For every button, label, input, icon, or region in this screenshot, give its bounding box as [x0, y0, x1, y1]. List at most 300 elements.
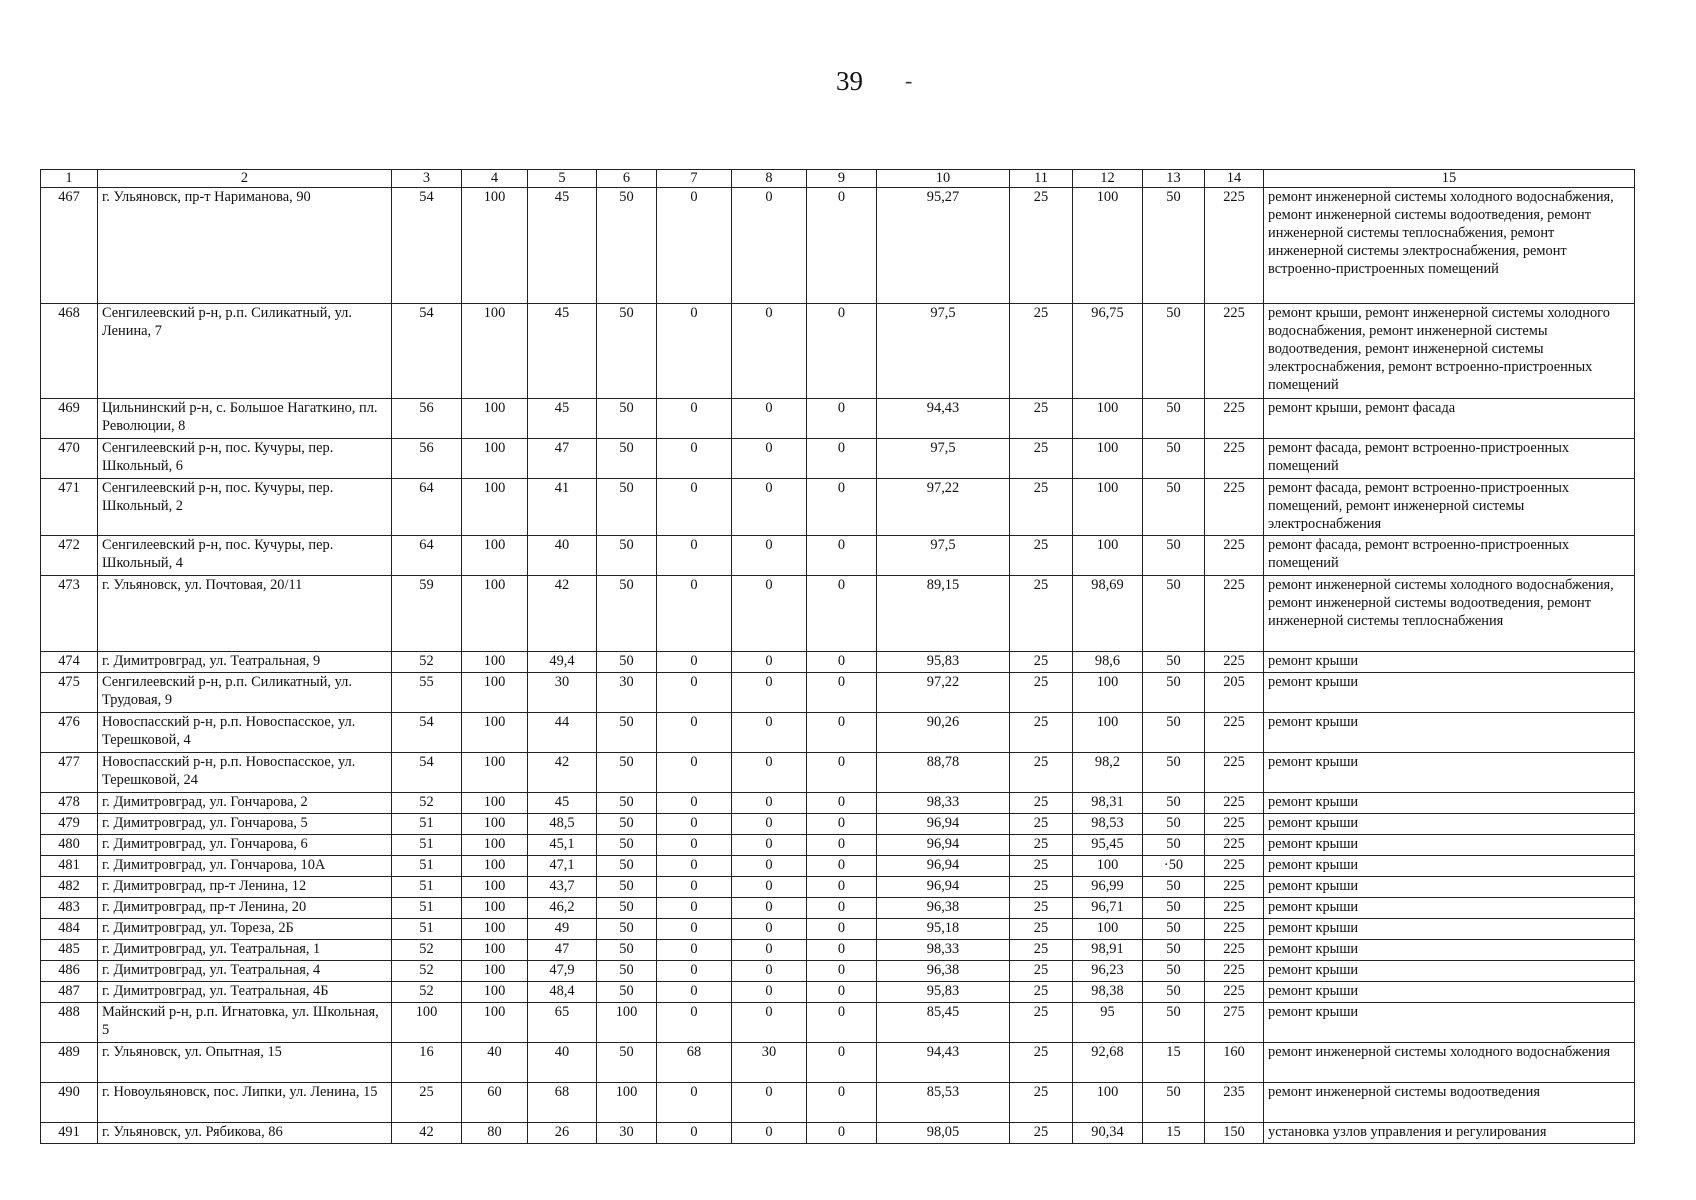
- row-number: 488: [41, 1003, 98, 1043]
- value-cell: 49: [528, 919, 597, 940]
- value-cell: 100: [462, 940, 528, 961]
- row-number: 485: [41, 940, 98, 961]
- total-cell: 225: [1205, 304, 1264, 399]
- value-cell: 100: [462, 961, 528, 982]
- value-cell: 85,45: [877, 1003, 1010, 1043]
- value-cell: 40: [462, 1043, 528, 1083]
- value-cell: 0: [732, 982, 807, 1003]
- row-number: 482: [41, 877, 98, 898]
- value-cell: 51: [392, 898, 462, 919]
- value-cell: 0: [657, 1003, 732, 1043]
- address-cell: г. Димитровград, ул. Гончарова, 6: [98, 835, 392, 856]
- value-cell: 90,26: [877, 713, 1010, 753]
- work-type-cell: ремонт инженерной системы холодного водоснабжения, ремонт инженерной системы водоотведения, ремонт инженерной системы теплоснабжения, ремонт инженерной системы электроснабжения, ремонт встроенно-пристроенных помещений: [1264, 188, 1635, 304]
- address-cell: Сенгилеевский р-н, р.п. Силикатный, ул. Трудовая, 9: [98, 673, 392, 713]
- value-cell: 60: [462, 1083, 528, 1123]
- value-cell: 50: [1143, 536, 1205, 576]
- value-cell: 98,38: [1073, 982, 1143, 1003]
- value-cell: 50: [597, 399, 657, 439]
- table-row: [41, 856, 1635, 877]
- value-cell: 52: [392, 652, 462, 673]
- table-row: [41, 898, 1635, 919]
- value-cell: 96,99: [1073, 877, 1143, 898]
- value-cell: 25: [1010, 304, 1073, 399]
- column-header: 2: [98, 170, 392, 188]
- table-row: [41, 673, 1635, 713]
- work-type-cell: ремонт крыши: [1264, 814, 1635, 835]
- value-cell: 98,91: [1073, 940, 1143, 961]
- value-cell: 0: [657, 1083, 732, 1123]
- value-cell: 25: [1010, 576, 1073, 652]
- page-number: 39: [836, 66, 863, 96]
- value-cell: 0: [657, 793, 732, 814]
- value-cell: 100: [462, 652, 528, 673]
- value-cell: 52: [392, 793, 462, 814]
- value-cell: 68: [528, 1083, 597, 1123]
- value-cell: 0: [732, 898, 807, 919]
- value-cell: 16: [392, 1043, 462, 1083]
- value-cell: 0: [732, 1003, 807, 1043]
- value-cell: 97,22: [877, 673, 1010, 713]
- total-cell: 225: [1205, 399, 1264, 439]
- value-cell: 45,1: [528, 835, 597, 856]
- value-cell: 50: [597, 576, 657, 652]
- value-cell: 100: [462, 919, 528, 940]
- value-cell: 95,83: [877, 652, 1010, 673]
- table-body: [41, 188, 1635, 1144]
- value-cell: 25: [1010, 399, 1073, 439]
- value-cell: 95,18: [877, 919, 1010, 940]
- repair-register-table: [40, 169, 1635, 1144]
- address-cell: г. Димитровград, ул. Театральная, 4: [98, 961, 392, 982]
- value-cell: 25: [1010, 536, 1073, 576]
- value-cell: 100: [1073, 856, 1143, 877]
- value-cell: 98,31: [1073, 793, 1143, 814]
- table-row: [41, 536, 1635, 576]
- value-cell: 30: [597, 1123, 657, 1144]
- value-cell: 100: [462, 439, 528, 479]
- value-cell: 88,78: [877, 753, 1010, 793]
- value-cell: 97,5: [877, 439, 1010, 479]
- value-cell: 50: [597, 961, 657, 982]
- table-row: [41, 919, 1635, 940]
- value-cell: 25: [1010, 856, 1073, 877]
- value-cell: 100: [462, 753, 528, 793]
- row-number: 468: [41, 304, 98, 399]
- total-cell: 225: [1205, 982, 1264, 1003]
- value-cell: 50: [597, 479, 657, 536]
- value-cell: 25: [1010, 877, 1073, 898]
- value-cell: 0: [807, 576, 877, 652]
- value-cell: 0: [657, 898, 732, 919]
- value-cell: 42: [528, 576, 597, 652]
- value-cell: 0: [732, 479, 807, 536]
- value-cell: 85,53: [877, 1083, 1010, 1123]
- value-cell: 47,9: [528, 961, 597, 982]
- value-cell: 100: [1073, 188, 1143, 304]
- value-cell: 94,43: [877, 1043, 1010, 1083]
- work-type-cell: ремонт крыши, ремонт инженерной системы холодного водоснабжения, ремонт инженерной системы водоотведения, ремонт инженерной системы электроснабжения, ремонт встроенно-пристроенных помещений: [1264, 304, 1635, 399]
- value-cell: 0: [657, 536, 732, 576]
- value-cell: 0: [807, 304, 877, 399]
- work-type-cell: ремонт инженерной системы холодного водоснабжения: [1264, 1043, 1635, 1083]
- value-cell: 50: [1143, 188, 1205, 304]
- value-cell: 30: [732, 1043, 807, 1083]
- row-number: 474: [41, 652, 98, 673]
- total-cell: 225: [1205, 835, 1264, 856]
- work-type-cell: ремонт крыши: [1264, 898, 1635, 919]
- value-cell: ·50: [1143, 856, 1205, 877]
- value-cell: 0: [657, 940, 732, 961]
- value-cell: 50: [597, 1043, 657, 1083]
- value-cell: 25: [1010, 753, 1073, 793]
- value-cell: 51: [392, 835, 462, 856]
- value-cell: 25: [1010, 793, 1073, 814]
- row-number: 487: [41, 982, 98, 1003]
- value-cell: 100: [462, 479, 528, 536]
- total-cell: 225: [1205, 793, 1264, 814]
- value-cell: 51: [392, 877, 462, 898]
- value-cell: 55: [392, 673, 462, 713]
- total-cell: 225: [1205, 479, 1264, 536]
- value-cell: 50: [597, 940, 657, 961]
- value-cell: 26: [528, 1123, 597, 1144]
- value-cell: 100: [462, 793, 528, 814]
- value-cell: 25: [1010, 1043, 1073, 1083]
- value-cell: 100: [1073, 399, 1143, 439]
- value-cell: 50: [1143, 673, 1205, 713]
- value-cell: 0: [732, 961, 807, 982]
- value-cell: 45: [528, 399, 597, 439]
- work-type-cell: ремонт фасада, ремонт встроенно-пристроенных помещений, ремонт инженерной системы электроснабжения: [1264, 479, 1635, 536]
- value-cell: 0: [657, 856, 732, 877]
- row-number: 478: [41, 793, 98, 814]
- value-cell: 0: [657, 877, 732, 898]
- value-cell: 0: [807, 399, 877, 439]
- value-cell: 50: [1143, 982, 1205, 1003]
- value-cell: 50: [597, 919, 657, 940]
- value-cell: 0: [807, 961, 877, 982]
- value-cell: 50: [1143, 576, 1205, 652]
- value-cell: 50: [597, 188, 657, 304]
- value-cell: 0: [732, 1083, 807, 1123]
- value-cell: 96,38: [877, 898, 1010, 919]
- value-cell: 0: [807, 1043, 877, 1083]
- total-cell: 275: [1205, 1003, 1264, 1043]
- address-cell: Новоспасский р-н, р.п. Новоспасское, ул. Терешковой, 24: [98, 753, 392, 793]
- value-cell: 0: [732, 673, 807, 713]
- address-cell: г. Новоульяновск, пос. Липки, ул. Ленина, 15: [98, 1083, 392, 1123]
- value-cell: 0: [657, 479, 732, 536]
- work-type-cell: ремонт фасада, ремонт встроенно-пристроенных помещений: [1264, 536, 1635, 576]
- row-number: 481: [41, 856, 98, 877]
- value-cell: 50: [597, 856, 657, 877]
- value-cell: 40: [528, 1043, 597, 1083]
- value-cell: 51: [392, 919, 462, 940]
- value-cell: 100: [1073, 536, 1143, 576]
- column-header: 13: [1143, 170, 1205, 188]
- work-type-cell: ремонт крыши: [1264, 1003, 1635, 1043]
- value-cell: 100: [462, 877, 528, 898]
- value-cell: 0: [732, 793, 807, 814]
- work-type-cell: ремонт крыши: [1264, 652, 1635, 673]
- address-cell: Майнский р-н, р.п. Игнатовка, ул. Школьная, 5: [98, 1003, 392, 1043]
- value-cell: 98,33: [877, 940, 1010, 961]
- value-cell: 50: [1143, 479, 1205, 536]
- total-cell: 225: [1205, 439, 1264, 479]
- value-cell: 54: [392, 188, 462, 304]
- column-header: 1: [41, 170, 98, 188]
- value-cell: 0: [807, 898, 877, 919]
- value-cell: 100: [597, 1083, 657, 1123]
- work-type-cell: ремонт крыши: [1264, 919, 1635, 940]
- value-cell: 50: [1143, 919, 1205, 940]
- value-cell: 45: [528, 304, 597, 399]
- value-cell: 98,05: [877, 1123, 1010, 1144]
- value-cell: 0: [732, 399, 807, 439]
- value-cell: 0: [807, 793, 877, 814]
- value-cell: 25: [1010, 1003, 1073, 1043]
- value-cell: 0: [657, 835, 732, 856]
- value-cell: 0: [732, 713, 807, 753]
- row-number: 470: [41, 439, 98, 479]
- value-cell: 0: [732, 856, 807, 877]
- value-cell: 92,68: [1073, 1043, 1143, 1083]
- value-cell: 25: [1010, 940, 1073, 961]
- table-row: [41, 940, 1635, 961]
- row-number: 477: [41, 753, 98, 793]
- value-cell: 95,27: [877, 188, 1010, 304]
- total-cell: 225: [1205, 961, 1264, 982]
- row-number: 479: [41, 814, 98, 835]
- value-cell: 0: [732, 304, 807, 399]
- value-cell: 96,23: [1073, 961, 1143, 982]
- value-cell: 43,7: [528, 877, 597, 898]
- value-cell: 100: [1073, 1083, 1143, 1123]
- value-cell: 25: [1010, 898, 1073, 919]
- value-cell: 100: [392, 1003, 462, 1043]
- address-cell: г. Димитровград, пр-т Ленина, 20: [98, 898, 392, 919]
- address-cell: Сенгилеевский р-н, пос. Кучуры, пер. Школьный, 2: [98, 479, 392, 536]
- row-number: 476: [41, 713, 98, 753]
- value-cell: 0: [732, 439, 807, 479]
- value-cell: 25: [1010, 439, 1073, 479]
- column-header: 9: [807, 170, 877, 188]
- column-header: 4: [462, 170, 528, 188]
- table-row: [41, 1003, 1635, 1043]
- total-cell: 225: [1205, 940, 1264, 961]
- value-cell: 100: [462, 814, 528, 835]
- value-cell: 0: [732, 877, 807, 898]
- row-number: 489: [41, 1043, 98, 1083]
- value-cell: 50: [597, 652, 657, 673]
- value-cell: 50: [597, 713, 657, 753]
- total-cell: 225: [1205, 856, 1264, 877]
- value-cell: 0: [732, 576, 807, 652]
- value-cell: 0: [807, 940, 877, 961]
- value-cell: 100: [462, 673, 528, 713]
- value-cell: 50: [1143, 713, 1205, 753]
- value-cell: 50: [1143, 814, 1205, 835]
- value-cell: 52: [392, 982, 462, 1003]
- table-row: [41, 814, 1635, 835]
- value-cell: 90,34: [1073, 1123, 1143, 1144]
- value-cell: 80: [462, 1123, 528, 1144]
- value-cell: 96,38: [877, 961, 1010, 982]
- table-row: [41, 713, 1635, 753]
- work-type-cell: установка узлов управления и регулирования: [1264, 1123, 1635, 1144]
- total-cell: 225: [1205, 576, 1264, 652]
- value-cell: 15: [1143, 1043, 1205, 1083]
- table-row: [41, 479, 1635, 536]
- value-cell: 100: [1073, 479, 1143, 536]
- table-row: [41, 652, 1635, 673]
- value-cell: 100: [1073, 439, 1143, 479]
- value-cell: 68: [657, 1043, 732, 1083]
- total-cell: 235: [1205, 1083, 1264, 1123]
- value-cell: 47: [528, 439, 597, 479]
- table-row: [41, 188, 1635, 304]
- work-type-cell: ремонт фасада, ремонт встроенно-пристроенных помещений: [1264, 439, 1635, 479]
- value-cell: 100: [597, 1003, 657, 1043]
- value-cell: 100: [1073, 673, 1143, 713]
- work-type-cell: ремонт крыши: [1264, 793, 1635, 814]
- value-cell: 0: [657, 1123, 732, 1144]
- value-cell: 50: [597, 898, 657, 919]
- address-cell: г. Димитровград, ул. Тореза, 2Б: [98, 919, 392, 940]
- value-cell: 51: [392, 856, 462, 877]
- address-cell: г. Ульяновск, ул. Почтовая, 20/11: [98, 576, 392, 652]
- table-row: [41, 877, 1635, 898]
- value-cell: 54: [392, 753, 462, 793]
- value-cell: 0: [732, 940, 807, 961]
- value-cell: 0: [732, 753, 807, 793]
- value-cell: 0: [732, 1123, 807, 1144]
- page-dash-mark: -: [905, 68, 913, 93]
- value-cell: 25: [1010, 1083, 1073, 1123]
- value-cell: 0: [657, 188, 732, 304]
- value-cell: 25: [1010, 713, 1073, 753]
- table-row: [41, 304, 1635, 399]
- value-cell: 0: [807, 1123, 877, 1144]
- value-cell: 0: [657, 673, 732, 713]
- total-cell: 225: [1205, 898, 1264, 919]
- value-cell: 0: [657, 399, 732, 439]
- value-cell: 41: [528, 479, 597, 536]
- value-cell: 30: [528, 673, 597, 713]
- value-cell: 100: [462, 835, 528, 856]
- value-cell: 50: [597, 982, 657, 1003]
- value-cell: 0: [657, 961, 732, 982]
- value-cell: 50: [1143, 304, 1205, 399]
- row-number: 473: [41, 576, 98, 652]
- value-cell: 64: [392, 479, 462, 536]
- value-cell: 25: [1010, 814, 1073, 835]
- total-cell: 225: [1205, 188, 1264, 304]
- header-row: [41, 170, 1635, 188]
- address-cell: г. Димитровград, пр-т Ленина, 12: [98, 877, 392, 898]
- value-cell: 0: [732, 536, 807, 576]
- work-type-cell: ремонт крыши: [1264, 940, 1635, 961]
- value-cell: 0: [657, 753, 732, 793]
- total-cell: 225: [1205, 536, 1264, 576]
- value-cell: 0: [732, 835, 807, 856]
- total-cell: 225: [1205, 713, 1264, 753]
- work-type-cell: ремонт крыши: [1264, 673, 1635, 713]
- address-cell: г. Димитровград, ул. Гончарова, 5: [98, 814, 392, 835]
- row-number: 475: [41, 673, 98, 713]
- value-cell: 50: [1143, 961, 1205, 982]
- value-cell: 0: [657, 652, 732, 673]
- value-cell: 40: [528, 536, 597, 576]
- work-type-cell: ремонт крыши: [1264, 982, 1635, 1003]
- value-cell: 49,4: [528, 652, 597, 673]
- value-cell: 48,4: [528, 982, 597, 1003]
- column-header: 10: [877, 170, 1010, 188]
- column-header: 3: [392, 170, 462, 188]
- work-type-cell: ремонт крыши: [1264, 713, 1635, 753]
- address-cell: г. Димитровград, ул. Театральная, 9: [98, 652, 392, 673]
- value-cell: 25: [1010, 1123, 1073, 1144]
- value-cell: 42: [528, 753, 597, 793]
- address-cell: г. Димитровград, ул. Театральная, 1: [98, 940, 392, 961]
- value-cell: 100: [462, 856, 528, 877]
- value-cell: 25: [1010, 982, 1073, 1003]
- value-cell: 100: [462, 1003, 528, 1043]
- table-row: [41, 793, 1635, 814]
- value-cell: 25: [1010, 673, 1073, 713]
- value-cell: 50: [1143, 877, 1205, 898]
- value-cell: 0: [657, 304, 732, 399]
- total-cell: 205: [1205, 673, 1264, 713]
- value-cell: 47,1: [528, 856, 597, 877]
- value-cell: 100: [462, 399, 528, 439]
- value-cell: 100: [462, 188, 528, 304]
- value-cell: 42: [392, 1123, 462, 1144]
- value-cell: 100: [462, 536, 528, 576]
- address-cell: г. Ульяновск, пр-т Нариманова, 90: [98, 188, 392, 304]
- row-number: 490: [41, 1083, 98, 1123]
- column-header: 12: [1073, 170, 1143, 188]
- value-cell: 0: [807, 919, 877, 940]
- row-number: 480: [41, 835, 98, 856]
- value-cell: 0: [807, 877, 877, 898]
- table-row: [41, 1083, 1635, 1123]
- value-cell: 0: [807, 814, 877, 835]
- work-type-cell: ремонт крыши, ремонт фасада: [1264, 399, 1635, 439]
- value-cell: 50: [1143, 652, 1205, 673]
- value-cell: 96,71: [1073, 898, 1143, 919]
- value-cell: 96,75: [1073, 304, 1143, 399]
- value-cell: 0: [807, 713, 877, 753]
- value-cell: 0: [807, 188, 877, 304]
- value-cell: 30: [597, 673, 657, 713]
- value-cell: 52: [392, 961, 462, 982]
- value-cell: 46,2: [528, 898, 597, 919]
- value-cell: 50: [597, 439, 657, 479]
- address-cell: Сенгилеевский р-н, пос. Кучуры, пер. Школьный, 6: [98, 439, 392, 479]
- value-cell: 97,22: [877, 479, 1010, 536]
- value-cell: 50: [1143, 753, 1205, 793]
- row-number: 467: [41, 188, 98, 304]
- value-cell: 96,94: [877, 835, 1010, 856]
- work-type-cell: ремонт крыши: [1264, 877, 1635, 898]
- address-cell: Цильнинский р-н, с. Большое Нагаткино, пл. Революции, 8: [98, 399, 392, 439]
- row-number: 469: [41, 399, 98, 439]
- table-row: [41, 753, 1635, 793]
- value-cell: 0: [807, 673, 877, 713]
- value-cell: 0: [657, 982, 732, 1003]
